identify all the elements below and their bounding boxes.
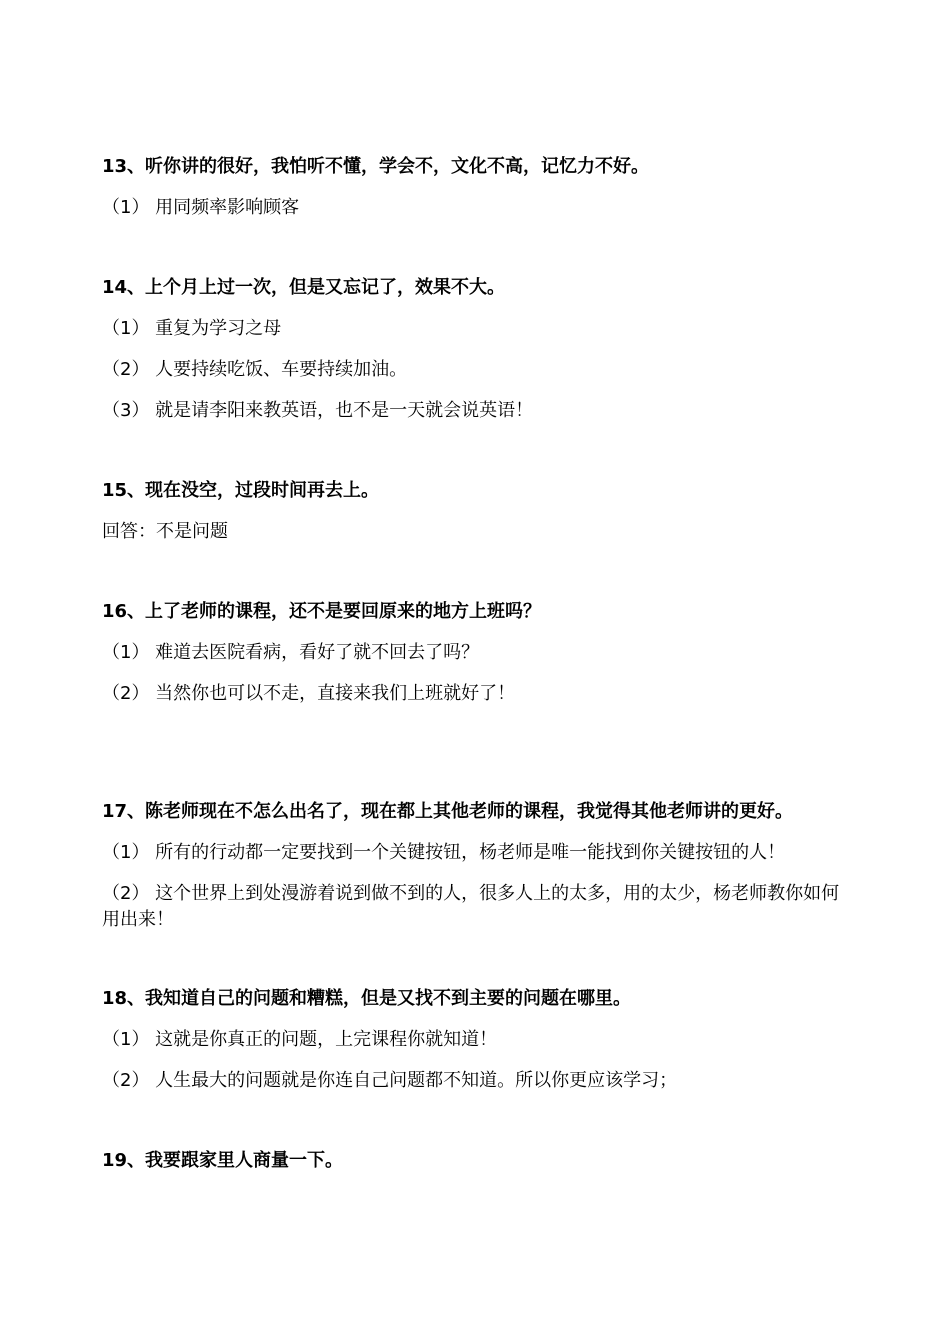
answer-17-2: （2） 这个世界上到处漫游着说到做不到的人，很多人上的太多，用的太少，杨老师教你如何用出来！: [102, 883, 840, 930]
answer-17-1: （1） 所有的行动都一定要找到一个关键按钮，杨老师是唯一能找到你关键按钮的人！: [102, 842, 786, 863]
answer-14-3: （3） 就是请李阳来教英语，也不是一天就会说英语！: [102, 400, 534, 421]
answer-16-1: （1） 难道去医院看病，看好了就不回去了吗？: [102, 642, 480, 663]
question-15: 15、现在没空，过段时间再去上。: [102, 480, 380, 501]
question-13: 13、听你讲的很好，我怕听不懂，学会不，文化不高，记忆力不好。: [102, 156, 650, 177]
question-18: 18、我知道自己的问题和糟糕，但是又找不到主要的问题在哪里。: [102, 988, 632, 1009]
answer-16-2: （2） 当然你也可以不走，直接来我们上班就好了！: [102, 683, 516, 704]
question-14: 14、上个月上过一次，但是又忘记了，效果不大。: [102, 277, 506, 298]
question-19: 19、我要跟家里人商量一下。: [102, 1150, 344, 1171]
answer-15-1: 回答：不是问题: [102, 521, 228, 542]
question-17: 17、陈老师现在不怎么出名了，现在都上其他老师的课程，我觉得其他老师讲的更好。: [102, 801, 794, 822]
answer-13-1: （1） 用同频率影响顾客: [102, 197, 300, 218]
answer-18-1: （1） 这就是你真正的问题，上完课程你就知道！: [102, 1029, 498, 1050]
question-16: 16、上了老师的课程，还不是要回原来的地方上班吗？: [102, 601, 542, 622]
answer-18-2: （2） 人生最大的问题就是你连自己问题都不知道。所以你更应该学习；: [102, 1070, 678, 1091]
answer-14-1: （1） 重复为学习之母: [102, 318, 282, 339]
answer-14-2: （2） 人要持续吃饭、车要持续加油。: [102, 359, 408, 380]
